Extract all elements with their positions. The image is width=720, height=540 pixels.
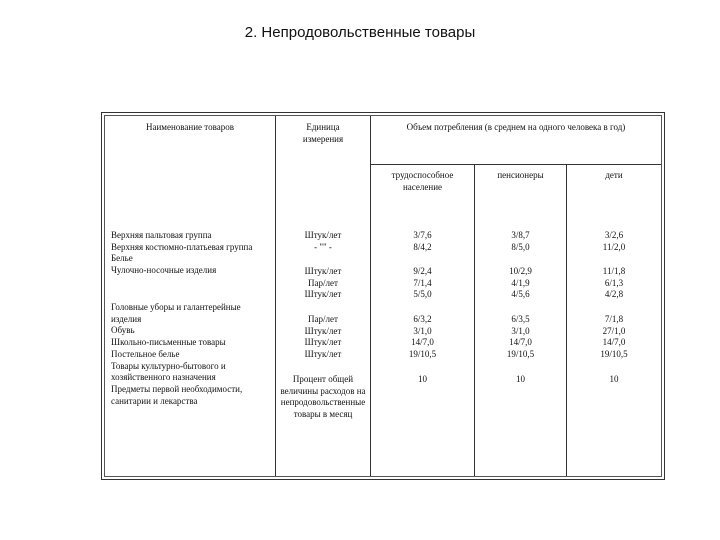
value-cell: 5/5,0 <box>413 289 432 300</box>
unit-value: Штук/лет <box>304 349 342 360</box>
goods-item: Чулочно-носочные изделия <box>111 265 217 276</box>
value-cell: 14/7,0 <box>602 337 626 348</box>
value-cell: 7/1,8 <box>604 314 624 324</box>
children-group-1 <box>567 230 661 253</box>
table-divider <box>370 164 661 165</box>
value-cell: 10/2,9 <box>509 266 532 276</box>
value-cell: 9/2,4 <box>413 266 432 276</box>
value-cell: 6/3,5 <box>511 314 530 324</box>
value-cell: 7/1,4 <box>413 277 432 288</box>
value-cell: 27/1,0 <box>602 325 626 336</box>
goods-item: Белье <box>111 253 133 264</box>
value-cell: 4/5,6 <box>511 289 530 300</box>
unit-percent-note: Процент общей величины расходов на непродовольственные товары в месяц <box>280 374 366 420</box>
unit-value: Пар/лет <box>308 277 338 288</box>
value-cell: 19/10,5 <box>506 349 535 360</box>
working-group-1 <box>371 230 474 253</box>
goods-item: Школьно-письменные товары <box>111 337 226 348</box>
goods-item: Верхняя пальтовая группа <box>111 230 212 240</box>
unit-value: Штук/лет <box>304 325 342 336</box>
working-percent: 10 <box>418 374 427 384</box>
pensioners-group-3 <box>475 314 566 361</box>
children-group-2 <box>567 266 661 301</box>
units-group-3 <box>276 314 370 361</box>
value-cell: 6/1,3 <box>604 277 624 288</box>
header-pensioners: пенсионеры <box>497 170 544 180</box>
value-cell: 8/4,2 <box>413 241 432 252</box>
page-title: 2. Непродовольственные товары <box>244 24 476 41</box>
header-goods: Наименование товаров <box>145 122 234 132</box>
value-cell: 11/1,8 <box>602 266 626 276</box>
unit-value: Штук/лет <box>304 337 342 348</box>
goods-item: Головные уборы и галантерейные изделия <box>111 302 241 324</box>
unit-value: Штук/лет <box>304 230 342 240</box>
pensioners-group-2 <box>475 266 566 301</box>
working-group-3 <box>371 314 474 361</box>
unit-value: Пар/лет <box>308 314 338 324</box>
value-cell: 3/1,0 <box>413 325 432 336</box>
header-consumption: Объем потребления (в среднем на одного человека в год) <box>406 122 626 132</box>
goods-item: Верхняя костюмно-платьевая группа <box>111 241 253 252</box>
pensioners-percent: 10 <box>516 374 525 384</box>
value-cell: 14/7,0 <box>509 337 532 348</box>
value-cell: 3/7,6 <box>413 230 432 240</box>
value-cell: 3/2,6 <box>604 230 624 240</box>
children-percent: 10 <box>609 374 619 384</box>
goods-group-1 <box>111 230 269 277</box>
value-cell: 8/5,0 <box>511 241 530 252</box>
units-group-1 <box>276 230 370 253</box>
value-cell: 19/10,5 <box>408 349 437 360</box>
value-cell: 11/2,0 <box>602 241 626 252</box>
goods-item: Товары культурно-бытового и хозяйственного назначения <box>111 360 226 383</box>
value-cell: 14/7,0 <box>411 337 434 348</box>
pensioners-group-1 <box>475 230 566 253</box>
value-cell: 3/8,7 <box>511 230 530 240</box>
goods-item: Обувь <box>111 325 135 336</box>
header-children: дети <box>605 170 623 180</box>
value-cell: 4/2,8 <box>604 289 624 300</box>
header-unit: Единица измерения <box>302 122 344 144</box>
value-cell: 6/3,2 <box>413 314 432 324</box>
units-group-2 <box>276 266 370 301</box>
unit-value: - "" - <box>314 241 332 252</box>
goods-item: Постельное белье <box>111 348 180 359</box>
header-working-population: трудоспособное население <box>391 170 454 192</box>
unit-value: Штук/лет <box>304 289 342 300</box>
value-cell: 4/1,9 <box>511 277 530 288</box>
goods-item: Предметы первой необходимости, санитарии и лекарства <box>111 383 243 406</box>
children-group-3 <box>567 314 661 361</box>
working-group-2 <box>371 266 474 301</box>
goods-group-2 <box>111 302 269 407</box>
value-cell: 19/10,5 <box>600 349 628 360</box>
unit-value: Штук/лет <box>304 266 342 276</box>
value-cell: 3/1,0 <box>511 325 530 336</box>
consumption-table <box>101 112 665 480</box>
